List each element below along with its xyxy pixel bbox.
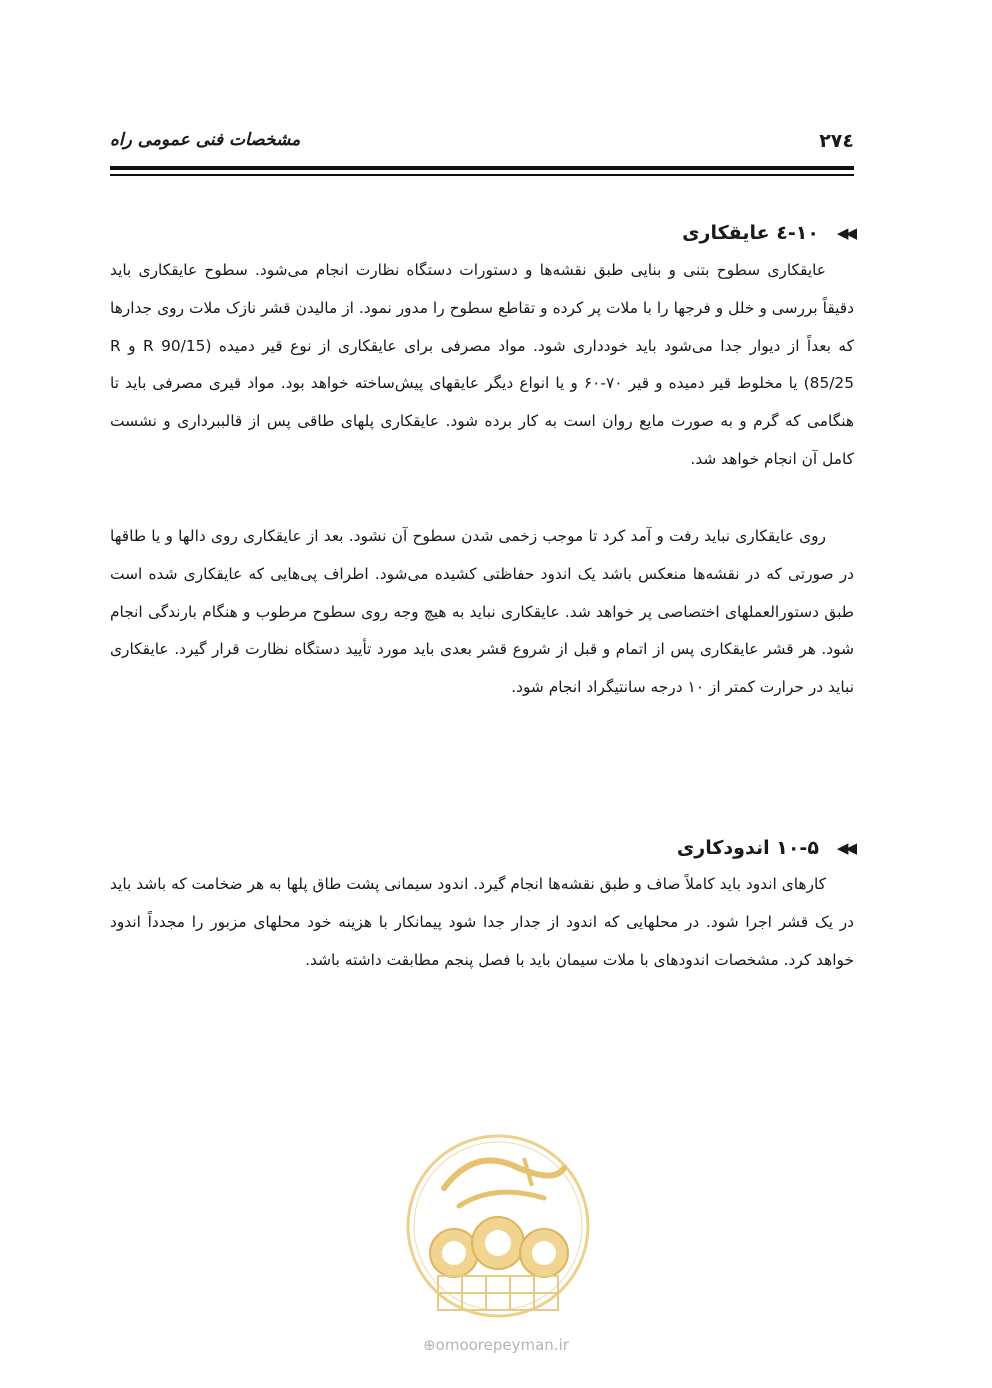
header-rule-thin	[110, 174, 854, 176]
watermark-site: ⊕omoorepeyman.ir	[423, 1336, 569, 1354]
paragraph: روی عایقکاری نباید رفت و آمد کرد تا موجب زخمی شدن سطوح آن نشود. بعد از عایقکاری روی دالها و یا طاقها در صورتی که در نقشه‌ها منعکس باشد یک اندود حفاظتی کشیده می‌شود. اطراف پی‌هایی که عایقکاری شده است طبق دستورالعملهای اختصاصی پر خواهد شد. عایقکاری نباید به هیچ وجه روی سطوح مرطوب و هنگام بارندگی انجام شود. هر قشر عایقکاری پس از اتمام و قبل از شروع قشر بعدی باید مورد تأیید دستگاه نظارت قرار گیرد. عایقکاری نباید در حرارت کمتر از ۱۰ درجه سانتیگراد انجام شود.	[110, 527, 854, 697]
running-title: مشخصات فنی عمومی راه	[110, 130, 301, 150]
section-heading-plastering	[677, 837, 854, 859]
paragraph: عایقکاری سطوح بتنی و بنایی طبق نقشه‌ها و دستورات دستگاه نظارت انجام می‌شود. سطوح عایقکاری باید دقیقاً بررسی و خلل و فرجها را با ملات پر کرده و تقاطع سطوح را مدور نمود. از مالیدن قشر نازک ملات روی جدارها که بعداً از دیوار جدا می‌شود باید خودداری شود. مواد مصرفی برای عایقکاری از نوع قیر دمیده (R 90/15 و R 85/25) یا مخلوط قیر دمیده و قیر ۷۰-۶۰ و یا انواع دیگر عایقهای پیش‌ساخته خواهد بود. مواد قیری مصرفی باید تا هنگامی که گرم و به صورت مایع روان است به کار برده شود. عایقکاری پلهای طاقی پس از قالببرداری و نشست کامل آن انجام خواهد شد.	[110, 261, 855, 468]
section-title: ۱۰-٤ عایقکاری	[682, 222, 819, 244]
page-number: ۲۷٤	[819, 130, 854, 152]
watermark-logo	[404, 1128, 592, 1328]
section-title: ۱۰-۵ اندودکاری	[676, 837, 819, 859]
heading-arrow-icon: ◀◀	[836, 839, 854, 857]
section-heading-insulation	[682, 222, 854, 244]
heading-arrow-icon: ◀◀	[836, 224, 854, 242]
header-rule-thick	[110, 166, 854, 170]
paragraph: کارهای اندود باید کاملاً صاف و طبق نقشه‌ها انجام گیرد. اندود سیمانی پشت طاق پلها به هر ضخامت که باشد باید در یک قشر اجرا شود. در محلهایی که اندود از جدار جدا شود پیمانکار با هزینه خود محلهای مزبور را مجدداً اندود خواهد کرد. مشخصات اندودهای با ملات سیمان باید با فصل پنجم مطابقت داشته باشد.	[110, 875, 854, 969]
page-header	[110, 120, 854, 160]
globe-icon: ⊕	[423, 1336, 436, 1354]
